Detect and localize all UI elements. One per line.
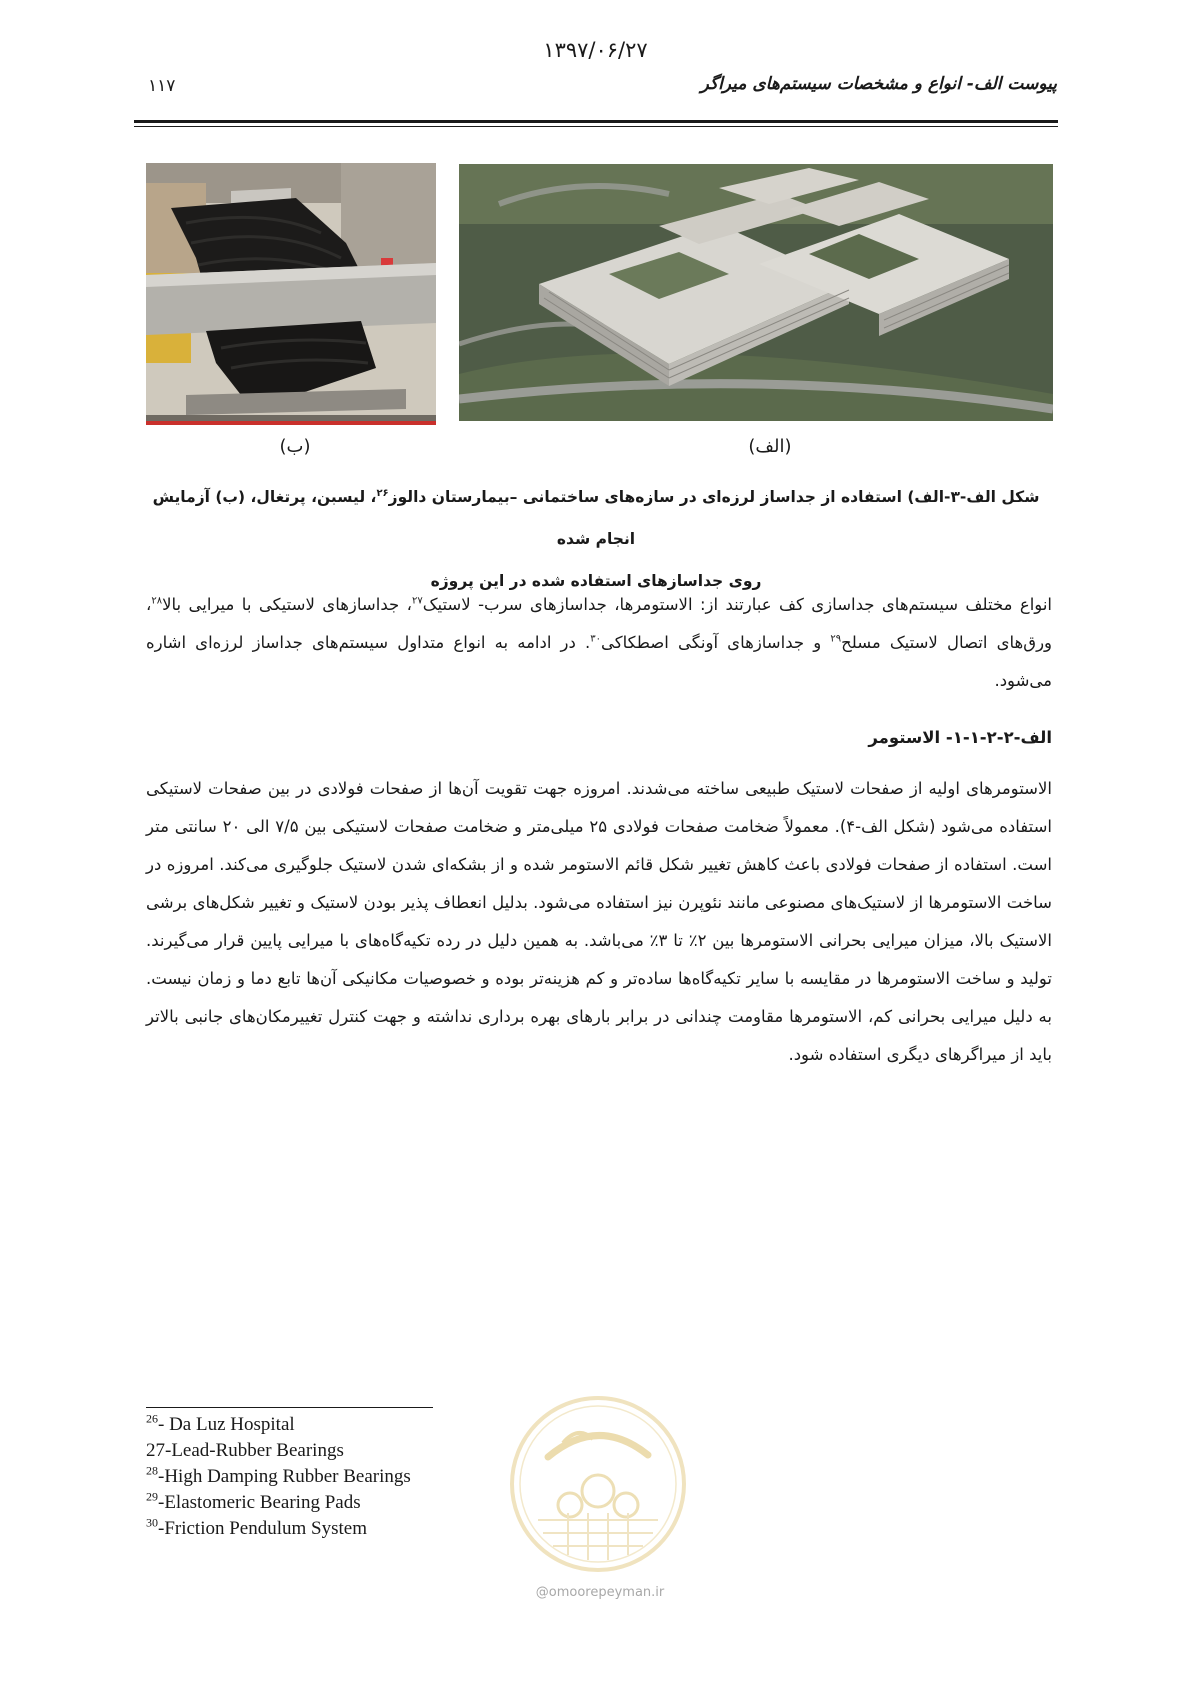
footnote-ref: ۲۶	[376, 487, 389, 499]
footnote-text: -High Damping Rubber Bearings	[158, 1466, 411, 1487]
footnote-ref: ۲۹	[830, 633, 842, 645]
hospital-aerial-photo	[459, 164, 1053, 421]
page-number: ۱۱۷	[148, 76, 176, 96]
paragraph-text: . در ادامه به انواع متداول سیستم‌های جداساز لرزه‌ای اشاره می‌شود.	[146, 633, 1052, 690]
footnote-number: 26	[146, 1411, 158, 1426]
figure-caption	[146, 476, 1046, 602]
footnote-ref: ۲۸	[151, 595, 163, 607]
header-rule-thick	[134, 120, 1058, 123]
watermark-seal-logo	[508, 1395, 688, 1573]
footnote-item	[146, 1412, 411, 1438]
paragraph-text: ، جداسازهای لاستیکی با میرایی بالا	[162, 595, 412, 614]
running-title: پیوست الف- انواع و مشخصات سیستم‌های میراگر	[700, 74, 1057, 94]
caption-text: شکل الف-۳-الف) استفاده از جداساز لرزه‌ای در سازه‌های ساختمانی –بیمارستان دالوز	[388, 488, 1040, 506]
footnote-ref: ۲۷	[411, 595, 423, 607]
footnote-text: -Friction Pendulum System	[158, 1518, 367, 1539]
footnote-ref: ۳۰	[590, 633, 602, 645]
footnote-item	[146, 1516, 411, 1542]
watermark-website: @omoorepeyman.ir	[535, 1585, 665, 1600]
footnote-text: -Elastomeric Bearing Pads	[158, 1492, 361, 1513]
footnote-number: 28	[146, 1463, 158, 1478]
footnote-rule	[146, 1407, 433, 1408]
footnote-item	[146, 1464, 411, 1490]
date-stamp: ۱۳۹۷/۰۶/۲۷	[543, 38, 648, 62]
paragraph-text: انواع مختلف سیستم‌های جداسازی کف عبارتند از: الاستومرها، جداسازهای سرب- لاستیک	[422, 595, 1052, 614]
section-heading: الف-۲-۲-۱-۱- الاستومر	[868, 728, 1052, 747]
figure-caption-line-1	[146, 476, 1046, 560]
caption-text: ، لیسبن، پرتغال، (ب) آزمایش انجام شده	[152, 488, 636, 548]
paragraph-text: ، ورق‌های اتصال لاستیک مسلح	[146, 595, 1052, 652]
footnote-text: - Da Luz Hospital	[158, 1414, 295, 1435]
subfigure-caption-a: (الف)	[748, 436, 792, 457]
footnote-item	[146, 1490, 411, 1516]
footnote-number: 29	[146, 1489, 158, 1504]
figure-caption-line-2: روی جداسازهای استفاده شده در این پروژه	[430, 572, 762, 590]
footnotes	[146, 1412, 411, 1542]
footnote-number: 30	[146, 1515, 158, 1530]
elastomer-paragraph: الاستومرهای اولیه از صفحات لاستیک طبیعی ساخته می‌شدند. امروزه جهت تقویت آن‌ها از صفحات فولادی در بین صفحات لاستیکی استفاده می‌شود (شکل الف-۴). معمولاً ضخامت صفحات فولادی ۲۵ میلی‌متر و ضخامت صفحات لاستیکی بین ۷/۵ الی ۲۰ سانتی متر است. استفاده از صفحات فولادی باعث کاهش تغییر شکل قائم الاستومر شده و از بشکه‌ای شدن لاستیک جلوگیری می‌کند. امروزه در ساخت الاستومرها از لاستیک‌های مصنوعی مانند نئوپرن نیز استفاده می‌شود. بدلیل انعطاف پذیر بودن لاستیک و تغییر شکل‌های برشی الاستیک بالا، میزان میرایی بحرانی الاستومرها بین ۲٪ تا ۳٪ می‌باشد. به همین دلیل در رده تکیه‌گاه‌های با میرایی پایین قرار می‌گیرند. تولید و ساخت الاستومرها در مقایسه با سایر تکیه‌گاه‌ها ساده‌تر و کم هزینه‌تر بوده و خصوصیات مکانیکی آن‌ها تابع دما و زمان نیست. به دلیل میرایی بحرانی کم، الاستومرها مقاومت چندانی در برابر بارهای بهره برداری نداشته و جهت کنترل تغییرمکان‌های جانبی بالاتر باید از میراگرهای دیگری استفاده شود.	[146, 779, 1053, 1064]
paragraph-text: و جداسازهای آونگی اصطکاکی	[601, 633, 831, 652]
intro-paragraph	[146, 586, 1052, 700]
footnote-text: 27-Lead-Rubber Bearings	[146, 1440, 344, 1461]
subfigure-caption-b: (ب)	[279, 436, 311, 457]
bearing-test-photo	[146, 163, 436, 425]
footnote-item	[146, 1438, 411, 1464]
header-rule-thin	[134, 126, 1058, 127]
